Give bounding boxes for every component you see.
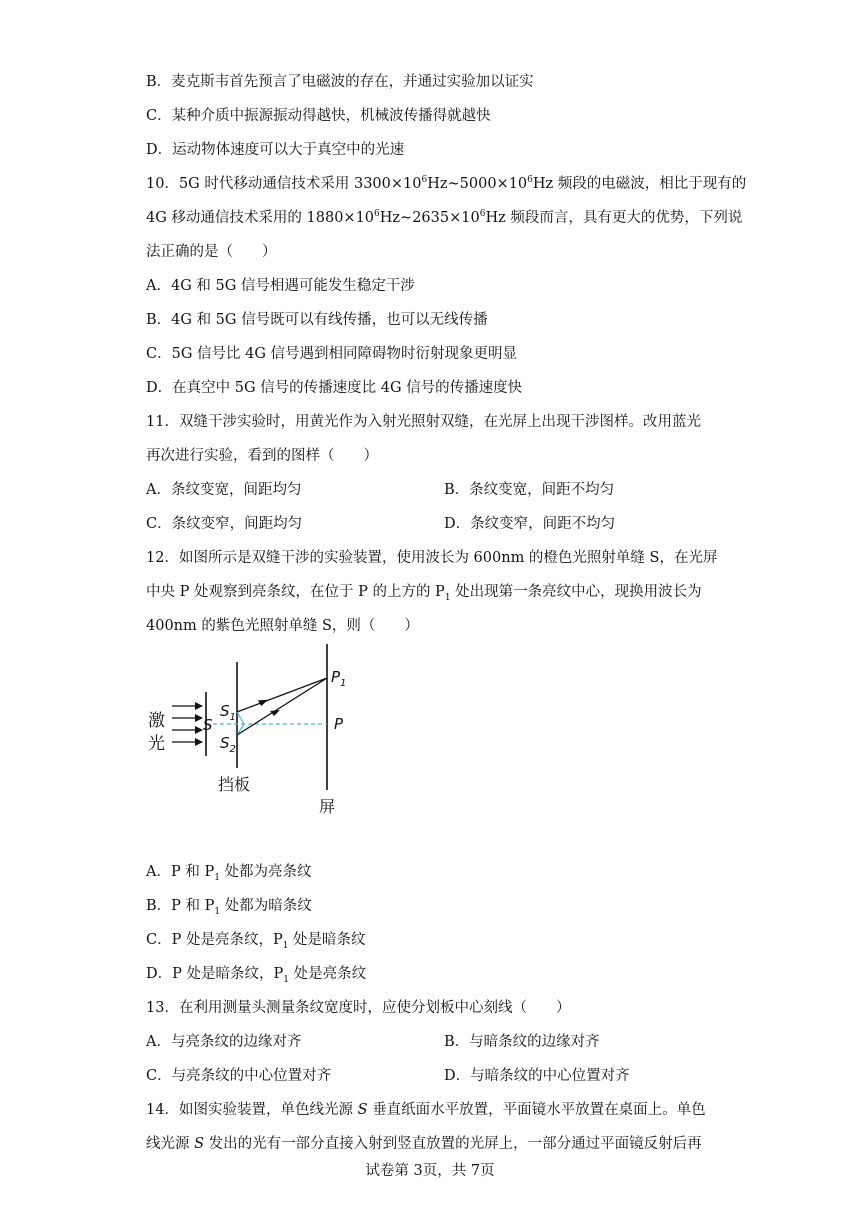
q12d-text: D．P 处是暗条纹，P bbox=[146, 966, 284, 982]
option-10d: D．在真空中 5G 信号的传播速度比 4G 信号的传播速度快 bbox=[146, 380, 523, 396]
page-footer: 试卷第 3页，共 7页 bbox=[365, 1163, 495, 1179]
label-p: P bbox=[334, 715, 344, 733]
question-12-line-3: 400nm 的紫色光照射单缝 S，则（ ） bbox=[146, 618, 419, 634]
question-13: 13．在利用测量头测量条纹宽度时，应使分划板中心刻线（ ） bbox=[146, 1000, 571, 1016]
symbol-s: S bbox=[357, 1102, 368, 1118]
label-s2: $S_2$ bbox=[220, 734, 236, 755]
q10-text: 4G 移动通信技术采用的 1880×10 bbox=[146, 210, 375, 226]
q12a-text: A．P 和 P bbox=[146, 864, 215, 880]
label-baffle: 挡板 bbox=[218, 775, 251, 794]
option-9b: B．麦克斯韦首先预言了电磁波的存在，并通过实验加以证实 bbox=[146, 74, 534, 90]
option-11b: B．条纹变宽，间距不均匀 bbox=[444, 482, 615, 498]
path-s-to-s1 bbox=[237, 712, 244, 724]
option-11a: A．条纹变宽，间距均匀 bbox=[146, 482, 302, 498]
q10-text: Hz 频段而言，具有更大的优势，下列说 bbox=[485, 210, 743, 226]
label-s: S bbox=[203, 716, 213, 734]
q14-text: 垂直纸面水平放置，平面镜水平放置在桌面上。单色 bbox=[367, 1102, 706, 1118]
question-11-line-2: 再次进行实验，看到的图样（ ） bbox=[146, 448, 378, 464]
double-slit-diagram bbox=[140, 640, 370, 820]
label-laser: 激 bbox=[148, 711, 165, 731]
option-11c: C．条纹变窄，间距均匀 bbox=[146, 516, 303, 532]
label-s1: $S_1$ bbox=[220, 702, 236, 723]
option-13a: A．与亮条纹的边缘对齐 bbox=[146, 1034, 302, 1050]
option-10b: B．4G 和 5G 信号既可以有线传播，也可以无线传播 bbox=[146, 312, 488, 328]
exponent: 6 bbox=[479, 209, 486, 220]
option-13b: B．与暗条纹的边缘对齐 bbox=[444, 1034, 600, 1050]
label-p1: $P_1$ bbox=[331, 668, 347, 689]
label-screen: 屏 bbox=[319, 797, 336, 816]
question-12-line-2 bbox=[146, 582, 702, 602]
q12-text: 处出现第一条亮纹中心，现换用波长为 bbox=[450, 584, 702, 600]
subscript: 1 bbox=[283, 974, 289, 985]
question-10-line-3: 法正确的是（ ） bbox=[146, 244, 277, 260]
q12a-text: 处都为亮条纹 bbox=[219, 864, 312, 880]
q14-text: 14．如图实验装置，单色线光源 bbox=[146, 1102, 358, 1118]
option-12a bbox=[146, 862, 312, 882]
option-13c: C．与亮条纹的中心位置对齐 bbox=[146, 1068, 332, 1084]
option-9c: C．某种介质中振源振动得越快，机械波传播得就越快 bbox=[146, 108, 491, 124]
q10-text: Hz 频段的电磁波，相比于现有的 bbox=[532, 176, 747, 192]
q10-text: Hz~5000×10 bbox=[427, 176, 528, 192]
subscript: 1 bbox=[214, 872, 220, 883]
question-14-line-1 bbox=[146, 1100, 706, 1120]
option-12c bbox=[146, 930, 366, 950]
exponent: 6 bbox=[527, 175, 533, 186]
q12d-text: 处是亮条纹 bbox=[288, 966, 367, 982]
option-10a: A．4G 和 5G 信号相遇可能发生稳定干涉 bbox=[146, 278, 415, 294]
option-11d: D．条纹变窄，间距不均匀 bbox=[444, 516, 616, 532]
subscript: 1 bbox=[282, 940, 289, 951]
exponent: 6 bbox=[421, 175, 428, 186]
option-13d: D．与暗条纹的中心位置对齐 bbox=[444, 1068, 630, 1084]
q12c-text: 处是暗条纹 bbox=[288, 932, 366, 948]
q14-text: 发出的光有一部分直接入射到竖直放置的光屏上，一部分通过平面镜反射后再 bbox=[204, 1136, 702, 1152]
subscript: 1 bbox=[444, 592, 451, 603]
q10-text: Hz~2635×10 bbox=[379, 210, 480, 226]
option-12b bbox=[146, 896, 312, 916]
q14-text: 线光源 bbox=[146, 1136, 195, 1152]
option-12d bbox=[146, 964, 366, 984]
option-10c: C．5G 信号比 4G 信号遇到相同障碍物时衍射现象更明显 bbox=[146, 346, 518, 362]
symbol-s: S bbox=[194, 1136, 205, 1152]
label-laser: 光 bbox=[148, 734, 165, 754]
q10-text: 10．5G 时代移动通信技术采用 3300×10 bbox=[146, 176, 422, 192]
q12b-text: 处都为暗条纹 bbox=[220, 898, 312, 914]
subscript: 1 bbox=[214, 906, 221, 917]
option-9d: D．运动物体速度可以大于真空中的光速 bbox=[146, 142, 405, 158]
question-10-line-2 bbox=[146, 208, 742, 228]
question-11-line-1: 11．双缝干涉实验时，用黄光作为入射光照射双缝，在光屏上出现干涉图样。改用蓝光 bbox=[146, 414, 701, 430]
q12-text: 中央 P 处观察到亮条纹，在位于 P 的上方的 P bbox=[146, 584, 445, 600]
question-14-line-2 bbox=[146, 1134, 702, 1154]
exponent: 6 bbox=[374, 209, 380, 220]
q12b-text: B．P 和 P bbox=[146, 898, 215, 914]
q12c-text: C．P 处是亮条纹，P bbox=[146, 932, 283, 948]
question-10-line-1 bbox=[146, 174, 746, 194]
question-12-line-1: 12．如图所示是双缝干涉的实验装置，使用波长为 600nm 的橙色光照射单缝 S，在光屏 bbox=[146, 550, 718, 566]
